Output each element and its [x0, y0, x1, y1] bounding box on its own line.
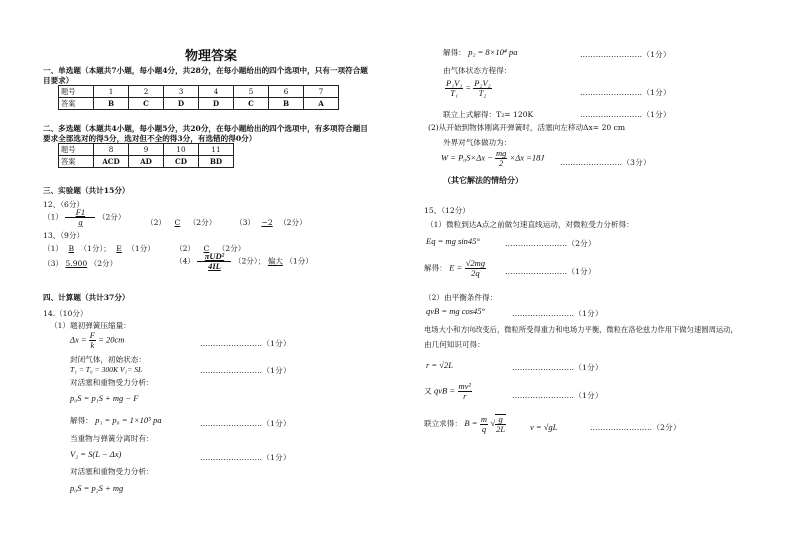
- eq-rhs: ×Δx =18J: [509, 152, 545, 163]
- page-title: 物理答案: [185, 49, 238, 64]
- q15-part2: （2）由平衡条件得：: [424, 293, 498, 302]
- eq-r: r = √2L: [426, 360, 453, 370]
- geometry: 由几何知识可得：: [424, 340, 485, 349]
- table-cell: 5: [234, 86, 269, 98]
- field-change: 电场大小和方向改变后，微粒所受得重力和电场力平衡，微粒在洛伦兹力作用下做匀速圆周运动，: [424, 325, 738, 334]
- table-cell: 1: [94, 86, 129, 98]
- table-cell: CD: [164, 156, 199, 168]
- solve-label: 解得：: [70, 416, 93, 425]
- table-cell: B: [94, 98, 129, 110]
- table-cell: D: [199, 98, 234, 110]
- points: ……………………（1分）: [580, 110, 671, 119]
- points: （2分）: [97, 212, 126, 222]
- numerator: F: [89, 330, 95, 340]
- force-analysis-1: 对活塞和重物受力分析：: [70, 378, 154, 387]
- eq: p₁ = p₀ = 1×10⁵ pa: [95, 415, 162, 425]
- points: （2分）: [89, 259, 118, 268]
- table-row-label: 答案: [59, 156, 94, 168]
- numerator: mv²: [458, 381, 471, 391]
- q15-label: 15、（12分）: [424, 206, 470, 215]
- eq: p₂ = 8×10⁴ pa: [468, 47, 518, 57]
- points: ……………………（1分）: [512, 309, 603, 318]
- eq-fraction: [465, 259, 486, 278]
- eq-fraction: [445, 79, 463, 98]
- eq-lhs: E =: [449, 262, 463, 273]
- numerator: P₂V₂: [474, 78, 491, 88]
- solution-2: [443, 47, 517, 58]
- q14-part2: (2)从开始到物体刚离开弹簧时，活塞向左移动Δx= 20 cm: [428, 123, 626, 132]
- gas-law-label: 由气体状态方程得：: [443, 66, 512, 75]
- section4-heading: 四、计算题（共计37分）: [43, 293, 130, 302]
- q13-fraction: [197, 252, 231, 271]
- section2-heading-cont: 要求全部选对的得5分，选对但不全的得3分，有选错的得0分）: [43, 134, 257, 143]
- points: （2分）: [279, 218, 307, 227]
- part-num: （1）: [43, 212, 64, 222]
- table-cell: 10: [164, 144, 199, 156]
- denominator: T₂: [478, 88, 487, 98]
- numerator: P₁V₁: [446, 78, 463, 88]
- points: （2分）；: [233, 256, 266, 266]
- table-row-label: 答案: [59, 98, 94, 110]
- eq-eq: Eq = mg sin45°: [426, 236, 480, 246]
- eq-work: [441, 149, 544, 168]
- eq-balance2: p₀S = p₂S + mg: [70, 483, 124, 493]
- table-cell: 3: [164, 86, 199, 98]
- answer: E: [116, 244, 122, 253]
- eq-lhs: qvB =: [434, 385, 456, 396]
- q13-part3: [43, 258, 117, 269]
- table-cell: C: [234, 98, 269, 110]
- denominator: T₁: [450, 88, 458, 98]
- q12-part2: [146, 217, 216, 228]
- table-cell: 9: [129, 144, 164, 156]
- points: ……………………（1分）: [200, 453, 291, 462]
- points: ……………………（1分）: [200, 339, 291, 348]
- points: ……………………（2分）: [590, 423, 681, 432]
- sqrt-sign: √: [490, 418, 496, 428]
- table-cell: BD: [199, 156, 234, 168]
- gas-initial: 封闭气体，初始状态：: [70, 355, 146, 364]
- table-cell: 11: [199, 144, 234, 156]
- eq-fraction: [473, 79, 491, 98]
- eq-qvb: qvB = mg cos45°: [426, 306, 485, 316]
- separation: 当重物与弹簧分离时有：: [70, 434, 154, 443]
- t2-result: 联立上式解得：T₂= 120K: [443, 110, 534, 119]
- section3-heading: 三、实验题（共计15分）: [43, 186, 130, 195]
- numerator: m: [480, 413, 488, 424]
- points: ……………………（1分）: [580, 50, 671, 59]
- points: ……………………（1分）: [512, 391, 603, 400]
- force-analysis-2: 对活塞和重物受力分析：: [70, 467, 154, 476]
- points: ……………………（1分）: [580, 88, 671, 97]
- q12-label: 12、（6分）: [43, 200, 85, 209]
- numerator: √2mg: [465, 258, 485, 268]
- denominator: k: [90, 340, 95, 350]
- table-cell: D: [164, 98, 199, 110]
- solve-label: 解得：: [443, 48, 466, 57]
- answer: −2: [261, 218, 273, 227]
- other-methods-note: （其它解法的情给分）: [443, 175, 523, 185]
- denominator: q: [481, 423, 487, 434]
- eq-rhs: = 20cm: [98, 334, 125, 345]
- eq-fraction: [495, 414, 506, 434]
- q14-label: 14.（10分）: [43, 309, 88, 318]
- table-row-label: 题号: [59, 86, 94, 98]
- points: （2分）: [188, 218, 217, 227]
- solution-e: [424, 259, 486, 278]
- numerator: πUD²: [197, 252, 231, 262]
- table-row-label: 题号: [59, 144, 94, 156]
- points: ……………………（1分）: [512, 363, 603, 372]
- points: ……………………（1分）: [200, 366, 291, 375]
- work-label: 外界对气体做功为：: [443, 138, 512, 147]
- solution-1: [70, 415, 162, 426]
- eq-b: [424, 414, 506, 434]
- table-cell: C: [129, 98, 164, 110]
- points: ……………………（2分）: [505, 239, 596, 248]
- answer: C: [174, 218, 181, 227]
- numerator: mg: [495, 148, 507, 158]
- eq-lhs: B =: [464, 418, 478, 428]
- q13-part4: [175, 252, 313, 271]
- denominator: g: [78, 217, 83, 227]
- q12-fraction: [65, 208, 95, 227]
- answer: B: [68, 244, 75, 253]
- single-choice-table: [58, 85, 339, 110]
- table-cell: B: [269, 98, 304, 110]
- points: ……………………（1分）: [200, 419, 291, 428]
- eq-lhs: Δx =: [70, 334, 87, 345]
- part-num: （4）: [175, 256, 196, 266]
- eq-dx: [70, 331, 124, 350]
- points: （1分）；: [79, 244, 111, 253]
- table-cell: ACD: [94, 156, 129, 168]
- also-label: 又: [424, 386, 432, 396]
- eq-qvb2: [424, 382, 472, 401]
- eq-state1: T₁ = T₀ = 300K V₁= SL: [70, 365, 143, 374]
- multi-choice-table: [58, 143, 234, 168]
- denominator: 4IL: [208, 261, 221, 271]
- denominator: 2q: [471, 268, 480, 278]
- table-cell: 2: [129, 86, 164, 98]
- q15-part1: （1）微粒到达A点之前做匀速直线运动，对微粒受力分析得：: [426, 220, 634, 229]
- numerator: g: [495, 415, 506, 425]
- eq-fraction: [458, 382, 472, 401]
- table-cell: 4: [199, 86, 234, 98]
- q14-part1: （1）题初弹簧压缩量：: [50, 321, 131, 330]
- points: （1分）: [127, 244, 155, 253]
- eq-v2: V₂ = S(L − Δx): [70, 449, 122, 459]
- table-cell: 8: [94, 144, 129, 156]
- part-num: （2）: [146, 218, 167, 227]
- q12-part3: [235, 217, 307, 228]
- points: ……………………（3分）: [560, 158, 651, 167]
- joint-label: 联立求得：: [424, 419, 462, 428]
- eq-fraction: [480, 415, 488, 434]
- answer: 偏大: [267, 256, 283, 266]
- answer: C: [203, 244, 210, 253]
- eq-fraction: [89, 331, 96, 350]
- section1-heading: 一、单选题（本题共7小题，每小题4分，共28分，在每小题给出的四个选项中，只有一项符合题: [43, 66, 368, 75]
- q13-part1: [43, 243, 155, 254]
- denominator: 2L: [496, 424, 506, 434]
- table-cell: AD: [129, 156, 164, 168]
- table-cell: 7: [304, 86, 339, 98]
- part-num: （3）: [43, 259, 64, 268]
- points: ……………………（1分）: [505, 267, 596, 276]
- section1-heading-cont: 目要求）: [43, 76, 74, 85]
- answer: 5.900: [65, 259, 88, 268]
- solve-label: 解得：: [424, 263, 447, 273]
- q12-part1: [43, 208, 126, 227]
- part-num: （3）: [235, 218, 256, 227]
- eq-v: v = √gL: [530, 422, 558, 432]
- points: （2分）: [217, 244, 246, 253]
- eq-balance1: p₀S = p₁S + mg − F: [70, 393, 139, 403]
- part-num: （1）: [43, 244, 64, 253]
- denominator: r: [463, 391, 467, 401]
- q13-label: 13、（9分）: [43, 231, 85, 240]
- points: （1分）: [285, 256, 313, 266]
- part-num: （2）: [175, 244, 196, 253]
- numerator: F1: [65, 208, 95, 218]
- eq-lhs: W = P₀S×Δx −: [441, 152, 493, 163]
- denominator: 2: [499, 158, 504, 168]
- section2-heading: 二、多选题（本题共4小题，每小题5分，共20分，在每小题给出的四个选项中，有多项符合题目: [43, 124, 368, 133]
- table-cell: A: [304, 98, 339, 110]
- eq-fraction: [495, 149, 507, 168]
- table-cell: 6: [269, 86, 304, 98]
- eq-gas-law: $\frac{\text{P₁V₁}}{\text{T₁}}$ = $\frac{\text{P₂V₂}}{\text{T₂}}$: [446, 78, 491, 98]
